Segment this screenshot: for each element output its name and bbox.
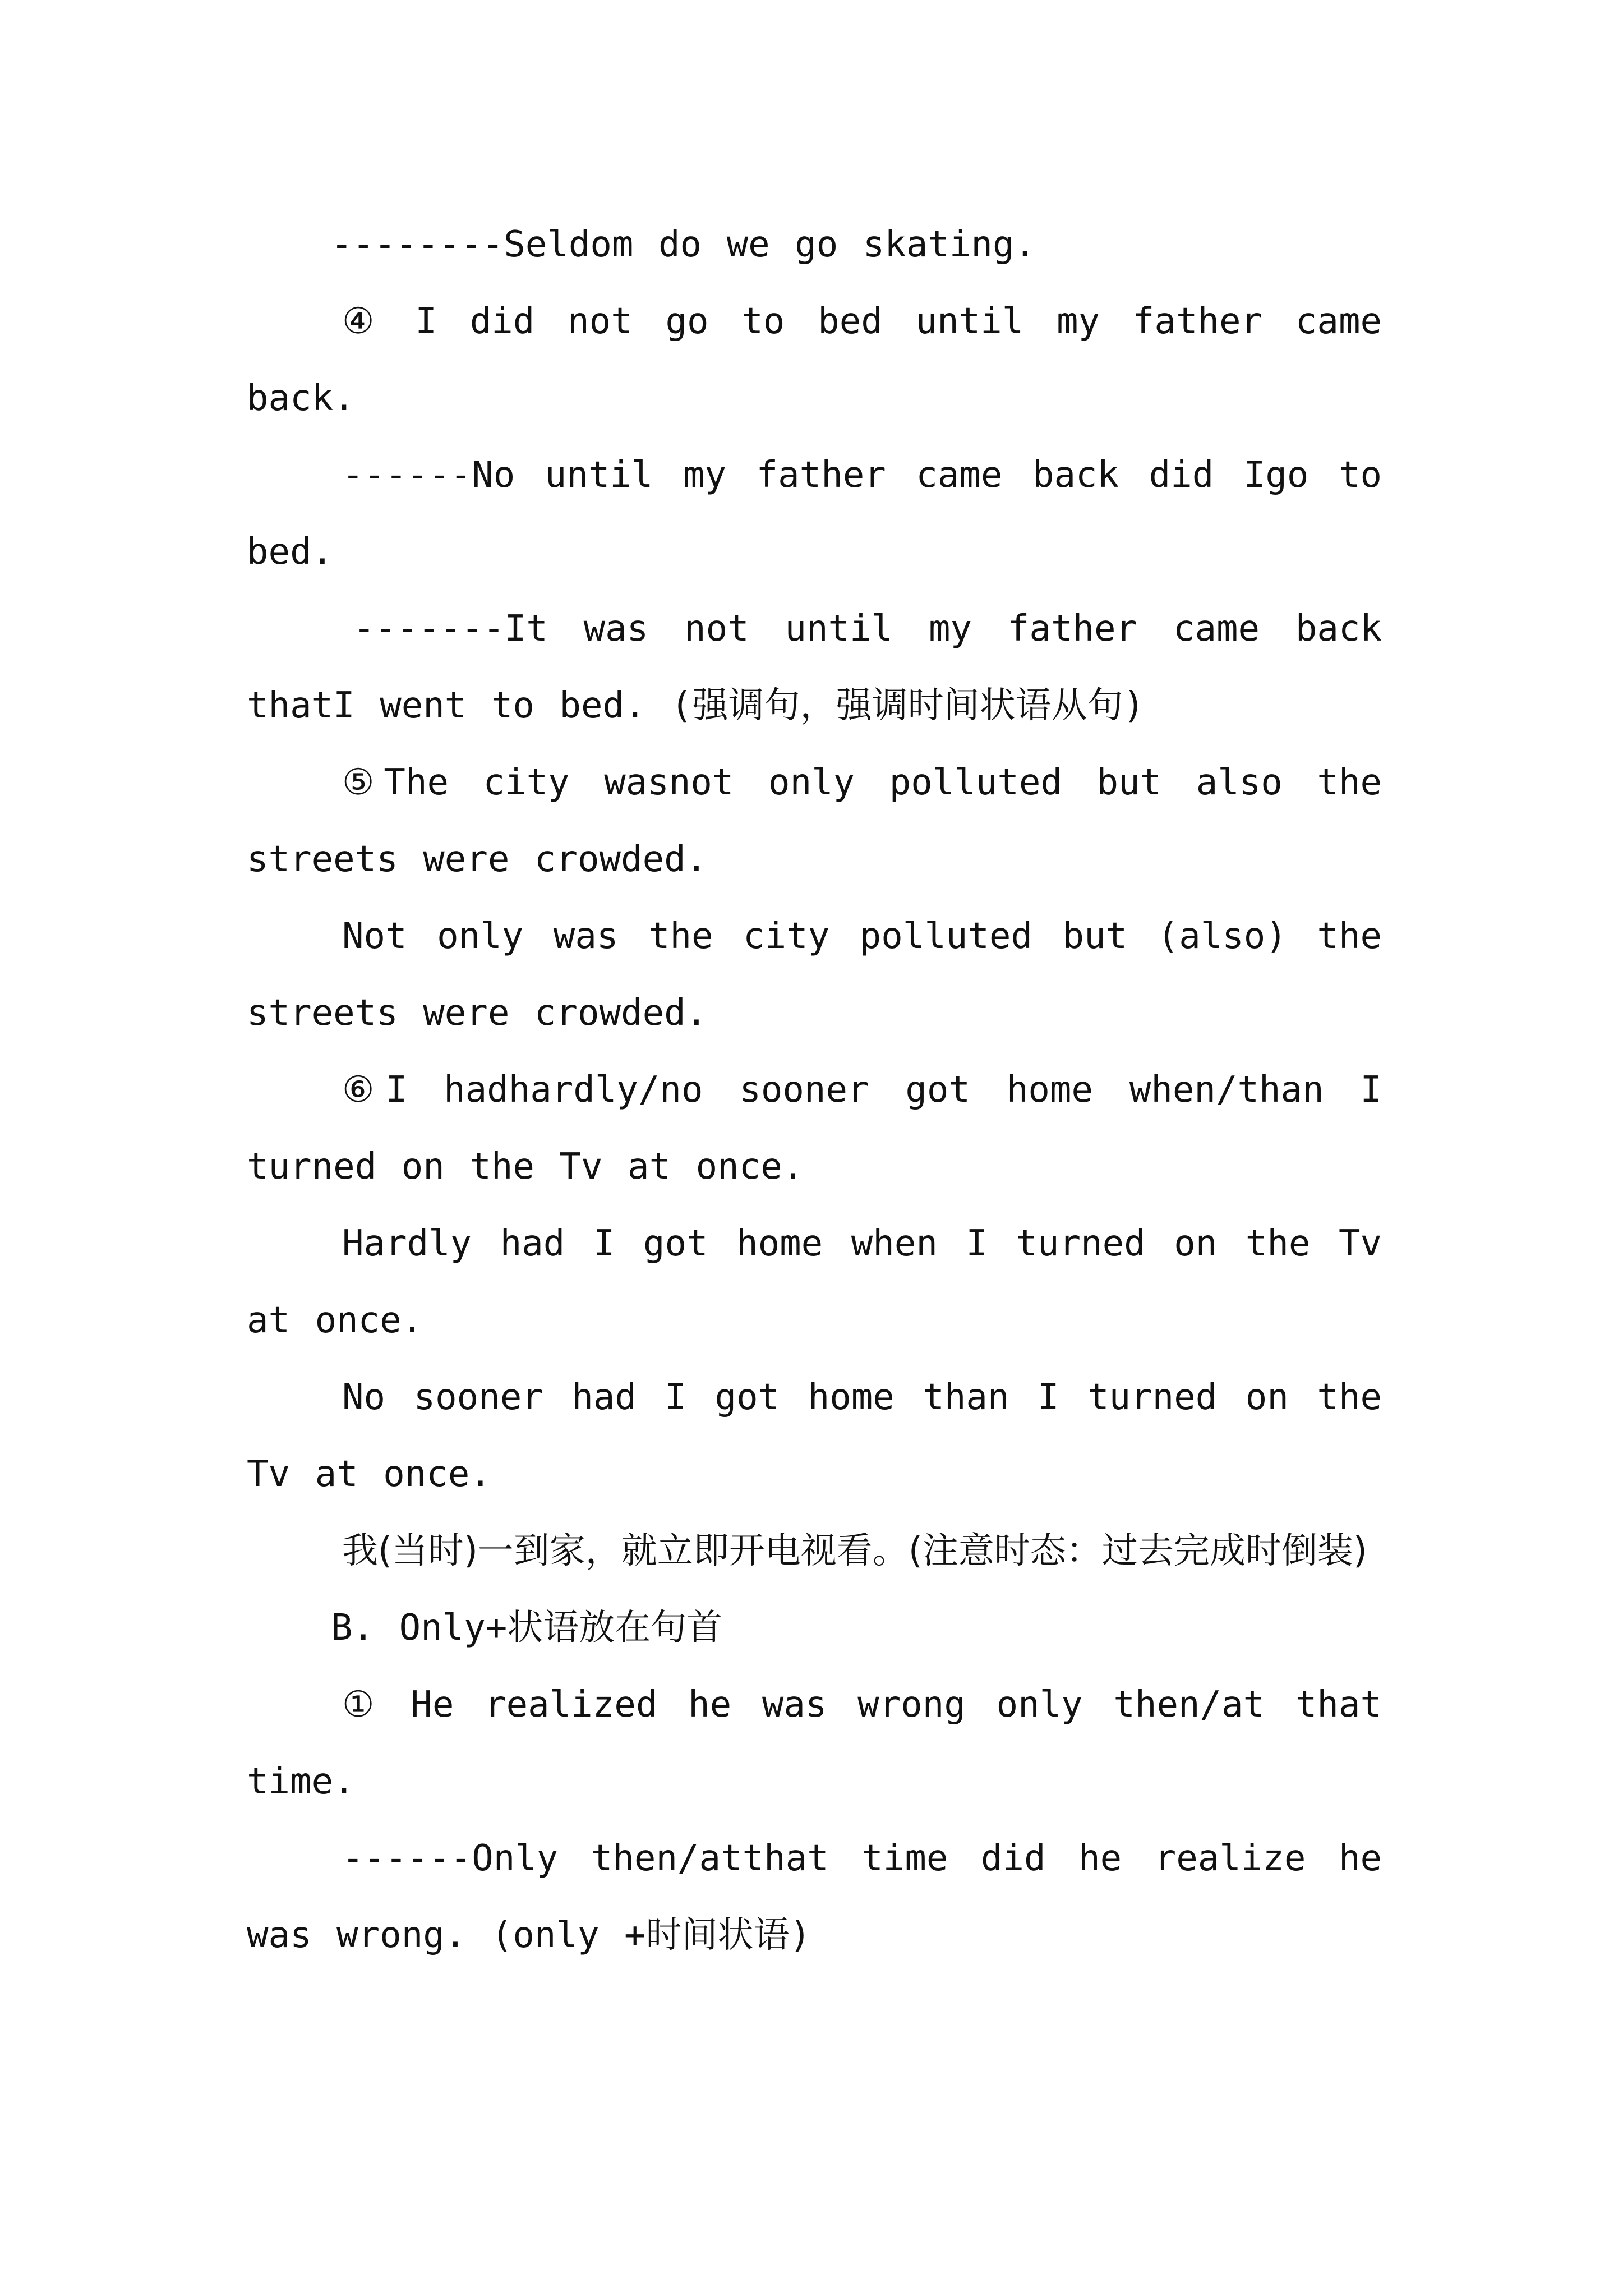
paragraph-example-4: ④ I did not go to bed until my father came back. [247,301,1382,419]
paragraph-example-6: ⑥I hadhardly/no sooner got home when/than I turned on the Tv at once. [247,1069,1382,1188]
paragraph-chinese-translation: 我(当时)一到家，就立即开电视看。(注意时态：过去完成时倒装) [342,1530,1367,1572]
paragraph-it-was-not-until: -------It was not until my father came back thatI went to bed. (强调句，强调时间状语从句) [247,608,1382,726]
paragraph-example-1-only: ① He realized he was wrong only then/at that time. [247,1684,1382,1802]
paragraph-not-only-inverted: Not only was the city polluted but (also) the streets were crowded. [247,915,1382,1034]
paragraph-no-sooner-inverted: No sooner had I got home than I turned on the Tv at once. [247,1377,1382,1495]
paragraph-example-5: ⑤The city wasnot only polluted but also the streets were crowded. [247,762,1382,880]
paragraph-only-then-inverted: ------Only then/atthat time did he realize he was wrong. (only +时间状语) [247,1838,1382,1956]
paragraph-seldom-skating: --------Seldom do we go skating. [331,224,1036,265]
paragraph-hardly-inverted: Hardly had I got home when I turned on the Tv at once. [247,1223,1382,1341]
section-heading-only-adverbial: B. Only+状语放在句首 [331,1607,723,1649]
paragraph-no-until: ------No until my father came back did Igo to bed. [247,454,1382,573]
document-body [247,206,1382,1974]
